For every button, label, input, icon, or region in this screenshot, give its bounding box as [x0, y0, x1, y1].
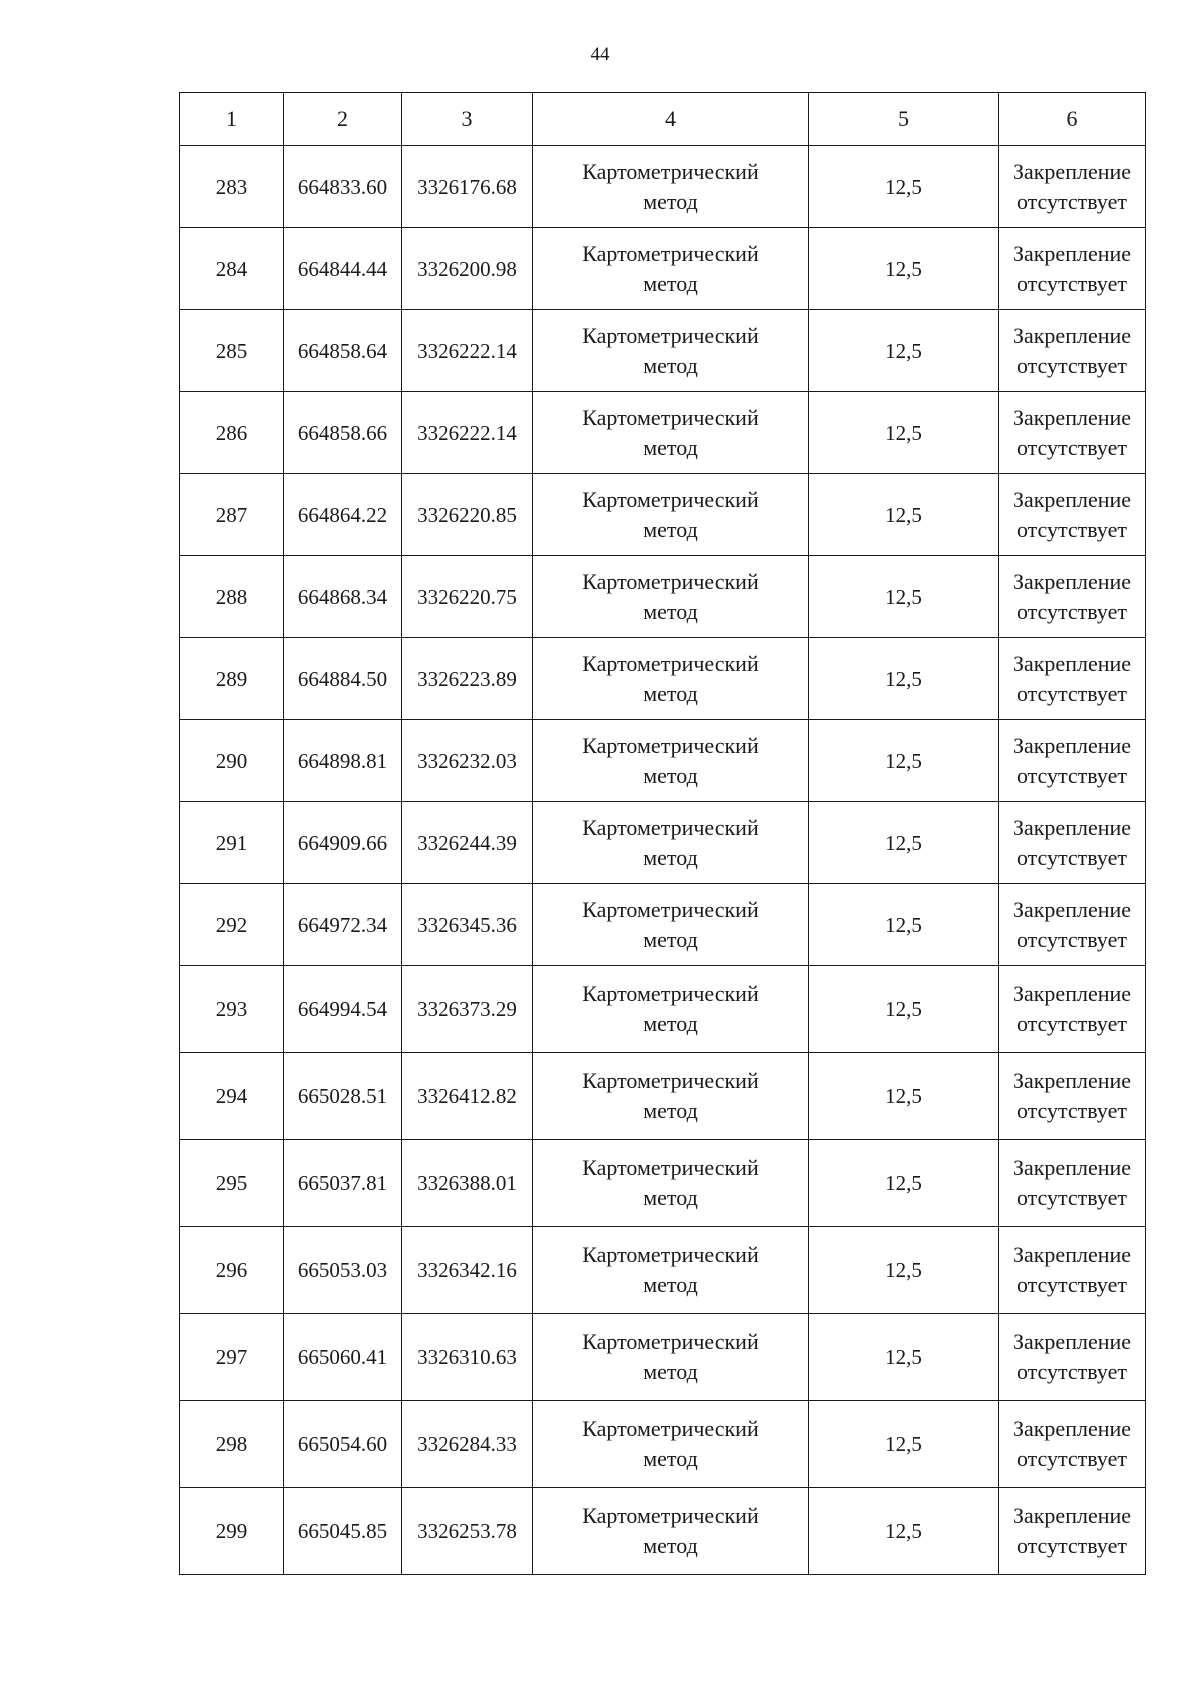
- method-text-line-1: Картометрический: [582, 404, 759, 430]
- method-cell: [533, 474, 809, 556]
- fixing-cell: [999, 310, 1146, 392]
- y-coordinate-cell: 3326232.03: [402, 720, 533, 802]
- accuracy-cell: 12,5: [809, 146, 999, 228]
- point-number-cell: 285: [180, 310, 284, 392]
- fixing-cell: [999, 1488, 1146, 1575]
- method-text-line-1: Картометрический: [582, 1242, 759, 1267]
- fixing-cell: [999, 1314, 1146, 1401]
- table-row: [180, 1314, 1146, 1401]
- y-coordinate-cell: 3326244.39: [402, 802, 533, 884]
- point-number-cell: 290: [180, 720, 284, 802]
- x-coordinate-cell: 664858.66: [284, 392, 402, 474]
- x-coordinate-cell: 664909.66: [284, 802, 402, 884]
- fixing-cell: [999, 802, 1146, 884]
- method-text-line-2: метод: [643, 1533, 698, 1558]
- y-coordinate-cell: 3326220.85: [402, 474, 533, 556]
- x-coordinate-cell: 664884.50: [284, 638, 402, 720]
- accuracy-cell: 12,5: [809, 720, 999, 802]
- method-cell: [533, 1053, 809, 1140]
- y-coordinate-cell: 3326176.68: [402, 146, 533, 228]
- fixing-cell: [999, 638, 1146, 720]
- table-header: [180, 93, 1146, 146]
- x-coordinate-cell: 665053.03: [284, 1227, 402, 1314]
- point-number-cell: 293: [180, 966, 284, 1053]
- column-header: 1: [180, 93, 284, 146]
- y-coordinate-cell: 3326310.63: [402, 1314, 533, 1401]
- method-text-line-1: Картометрический: [582, 1503, 759, 1528]
- method-text-line-1: Картометрический: [582, 568, 759, 594]
- x-coordinate-cell: 665028.51: [284, 1053, 402, 1140]
- method-text-line-1: Картометрический: [582, 896, 759, 922]
- fixing-text-line-2: отсутствует: [1016, 434, 1128, 460]
- x-coordinate-cell: 665054.60: [284, 1401, 402, 1488]
- point-number-cell: 284: [180, 228, 284, 310]
- fixing-text-line-2: отсутствует: [1016, 1359, 1128, 1384]
- method-text-line-1: Картометрический: [582, 322, 759, 348]
- accuracy-cell: 12,5: [809, 1140, 999, 1227]
- method-text-line-1: Картометрический: [582, 732, 759, 758]
- fixing-text-line-2: отсутствует: [1016, 516, 1128, 542]
- y-coordinate-cell: 3326284.33: [402, 1401, 533, 1488]
- point-number-cell: 283: [180, 146, 284, 228]
- method-text-line-2: метод: [643, 844, 698, 870]
- method-cell: [533, 556, 809, 638]
- fixing-text-line-2: отсутствует: [1016, 1011, 1128, 1036]
- accuracy-cell: 12,5: [809, 884, 999, 966]
- method-cell: [533, 1401, 809, 1488]
- header-row: [180, 93, 1146, 146]
- fixing-text-line-2: отсутствует: [1016, 352, 1128, 378]
- method-text-line-1: Картометрический: [582, 486, 759, 512]
- point-number-cell: 294: [180, 1053, 284, 1140]
- table-row: [180, 720, 1146, 802]
- fixing-text-line-1: Закрепление: [1012, 1329, 1132, 1354]
- y-coordinate-cell: 3326373.29: [402, 966, 533, 1053]
- method-cell: [533, 884, 809, 966]
- table-row: [180, 638, 1146, 720]
- accuracy-cell: 12,5: [809, 638, 999, 720]
- column-header: 4: [533, 93, 809, 146]
- fixing-text-line-1: Закрепление: [1012, 896, 1132, 922]
- method-text-line-2: метод: [643, 926, 698, 952]
- x-coordinate-cell: 664864.22: [284, 474, 402, 556]
- method-cell: [533, 802, 809, 884]
- point-number-cell: 292: [180, 884, 284, 966]
- method-text-line-1: Картометрический: [582, 1068, 759, 1093]
- point-number-cell: 291: [180, 802, 284, 884]
- method-text-line-2: метод: [643, 1185, 698, 1210]
- x-coordinate-cell: 664868.34: [284, 556, 402, 638]
- table-row: [180, 1140, 1146, 1227]
- x-coordinate-cell: 664972.34: [284, 884, 402, 966]
- method-text-line-2: метод: [643, 270, 698, 296]
- method-text-line-2: метод: [643, 188, 698, 214]
- fixing-text-line-1: Закрепление: [1012, 486, 1132, 512]
- method-text-line-2: метод: [643, 1098, 698, 1123]
- method-text-line-2: метод: [643, 1359, 698, 1384]
- point-number-cell: 288: [180, 556, 284, 638]
- table-row: [180, 474, 1146, 556]
- column-header: 3: [402, 93, 533, 146]
- method-text-line-1: Картометрический: [582, 1155, 759, 1180]
- accuracy-cell: 12,5: [809, 228, 999, 310]
- table-row: [180, 1488, 1146, 1575]
- accuracy-cell: 12,5: [809, 966, 999, 1053]
- fixing-text-line-1: Закрепление: [1012, 650, 1132, 676]
- table-row: [180, 310, 1146, 392]
- page-number: 44: [590, 44, 610, 65]
- method-cell: [533, 1227, 809, 1314]
- point-number-cell: 296: [180, 1227, 284, 1314]
- table-row: [180, 392, 1146, 474]
- method-text-line-2: метод: [643, 598, 698, 624]
- x-coordinate-cell: 665060.41: [284, 1314, 402, 1401]
- fixing-text-line-2: отсутствует: [1016, 270, 1128, 296]
- fixing-cell: [999, 1053, 1146, 1140]
- fixing-cell: [999, 720, 1146, 802]
- fixing-text-line-1: Закрепление: [1012, 1068, 1132, 1093]
- coordinates-table: [179, 92, 1146, 1575]
- method-text-line-2: метод: [643, 680, 698, 706]
- fixing-text-line-2: отсутствует: [1016, 1272, 1128, 1297]
- x-coordinate-cell: 664858.64: [284, 310, 402, 392]
- fixing-cell: [999, 392, 1146, 474]
- y-coordinate-cell: 3326200.98: [402, 228, 533, 310]
- fixing-cell: [999, 966, 1146, 1053]
- method-text-line-2: метод: [643, 762, 698, 788]
- method-text-line-1: Картометрический: [582, 158, 759, 184]
- fixing-text-line-2: отсутствует: [1016, 680, 1128, 706]
- fixing-text-line-2: отсутствует: [1016, 598, 1128, 624]
- fixing-cell: [999, 1227, 1146, 1314]
- method-cell: [533, 1488, 809, 1575]
- fixing-cell: [999, 474, 1146, 556]
- method-text-line-2: метод: [643, 352, 698, 378]
- accuracy-cell: 12,5: [809, 474, 999, 556]
- point-number-cell: 299: [180, 1488, 284, 1575]
- table-row: [180, 146, 1146, 228]
- x-coordinate-cell: 664844.44: [284, 228, 402, 310]
- fixing-text-line-1: Закрепление: [1012, 981, 1132, 1006]
- accuracy-cell: 12,5: [809, 1488, 999, 1575]
- fixing-text-line-2: отсутствует: [1016, 188, 1128, 214]
- method-cell: [533, 146, 809, 228]
- table-row: [180, 802, 1146, 884]
- y-coordinate-cell: 3326222.14: [402, 310, 533, 392]
- y-coordinate-cell: 3326222.14: [402, 392, 533, 474]
- x-coordinate-cell: 664994.54: [284, 966, 402, 1053]
- column-header: 2: [284, 93, 402, 146]
- fixing-text-line-1: Закрепление: [1012, 240, 1132, 266]
- table-row: [180, 884, 1146, 966]
- accuracy-cell: 12,5: [809, 1401, 999, 1488]
- table-body: [180, 146, 1146, 1575]
- fixing-text-line-1: Закрепление: [1012, 1155, 1132, 1180]
- table-row: [180, 1401, 1146, 1488]
- accuracy-cell: 12,5: [809, 1314, 999, 1401]
- y-coordinate-cell: 3326412.82: [402, 1053, 533, 1140]
- accuracy-cell: 12,5: [809, 392, 999, 474]
- accuracy-cell: 12,5: [809, 802, 999, 884]
- method-cell: [533, 1140, 809, 1227]
- point-number-cell: 295: [180, 1140, 284, 1227]
- method-text-line-2: метод: [643, 434, 698, 460]
- method-text-line-1: Картометрический: [582, 981, 759, 1006]
- method-text-line-2: метод: [643, 1272, 698, 1297]
- fixing-text-line-1: Закрепление: [1012, 322, 1132, 348]
- fixing-cell: [999, 228, 1146, 310]
- table-row: [180, 1227, 1146, 1314]
- method-text-line-1: Картометрический: [582, 814, 759, 840]
- y-coordinate-cell: 3326253.78: [402, 1488, 533, 1575]
- column-header: 5: [809, 93, 999, 146]
- y-coordinate-cell: 3326388.01: [402, 1140, 533, 1227]
- fixing-text-line-1: Закрепление: [1012, 814, 1132, 840]
- table-row: [180, 556, 1146, 638]
- method-cell: [533, 228, 809, 310]
- point-number-cell: 286: [180, 392, 284, 474]
- method-text-line-1: Картометрический: [582, 1329, 759, 1354]
- method-text-line-2: метод: [643, 516, 698, 542]
- accuracy-cell: 12,5: [809, 1227, 999, 1314]
- point-number-cell: 287: [180, 474, 284, 556]
- fixing-text-line-1: Закрепление: [1012, 404, 1132, 430]
- accuracy-cell: 12,5: [809, 310, 999, 392]
- fixing-text-line-2: отсутствует: [1016, 1446, 1128, 1471]
- x-coordinate-cell: 665037.81: [284, 1140, 402, 1227]
- y-coordinate-cell: 3326220.75: [402, 556, 533, 638]
- table-row: [180, 228, 1146, 310]
- fixing-text-line-1: Закрепление: [1012, 1416, 1132, 1441]
- method-text-line-2: метод: [643, 1446, 698, 1471]
- y-coordinate-cell: 3326342.16: [402, 1227, 533, 1314]
- fixing-text-line-1: Закрепление: [1012, 1242, 1132, 1267]
- method-text-line-1: Картометрический: [582, 1416, 759, 1441]
- fixing-text-line-2: отсутствует: [1016, 1185, 1128, 1210]
- fixing-cell: [999, 1401, 1146, 1488]
- fixing-text-line-2: отсутствует: [1016, 762, 1128, 788]
- table-row: [180, 966, 1146, 1053]
- y-coordinate-cell: 3326223.89: [402, 638, 533, 720]
- table-row: [180, 1053, 1146, 1140]
- fixing-cell: [999, 146, 1146, 228]
- method-text-line-1: Картометрический: [582, 650, 759, 676]
- fixing-cell: [999, 884, 1146, 966]
- accuracy-cell: 12,5: [809, 556, 999, 638]
- x-coordinate-cell: 665045.85: [284, 1488, 402, 1575]
- point-number-cell: 298: [180, 1401, 284, 1488]
- fixing-text-line-2: отсутствует: [1016, 844, 1128, 870]
- point-number-cell: 289: [180, 638, 284, 720]
- fixing-text-line-1: Закрепление: [1012, 1503, 1132, 1528]
- method-cell: [533, 720, 809, 802]
- method-text-line-2: метод: [643, 1011, 698, 1036]
- method-cell: [533, 966, 809, 1053]
- method-cell: [533, 1314, 809, 1401]
- method-text-line-1: Картометрический: [582, 240, 759, 266]
- fixing-text-line-1: Закрепление: [1012, 568, 1132, 594]
- fixing-text-line-2: отсутствует: [1016, 1533, 1128, 1558]
- fixing-text-line-1: Закрепление: [1012, 732, 1132, 758]
- method-cell: [533, 638, 809, 720]
- fixing-cell: [999, 556, 1146, 638]
- x-coordinate-cell: 664898.81: [284, 720, 402, 802]
- column-header: 6: [999, 93, 1146, 146]
- x-coordinate-cell: 664833.60: [284, 146, 402, 228]
- fixing-cell: [999, 1140, 1146, 1227]
- fixing-text-line-1: Закрепление: [1012, 158, 1132, 184]
- point-number-cell: 297: [180, 1314, 284, 1401]
- method-cell: [533, 310, 809, 392]
- fixing-text-line-2: отсутствует: [1016, 1098, 1128, 1123]
- method-cell: [533, 392, 809, 474]
- y-coordinate-cell: 3326345.36: [402, 884, 533, 966]
- fixing-text-line-2: отсутствует: [1016, 926, 1128, 952]
- accuracy-cell: 12,5: [809, 1053, 999, 1140]
